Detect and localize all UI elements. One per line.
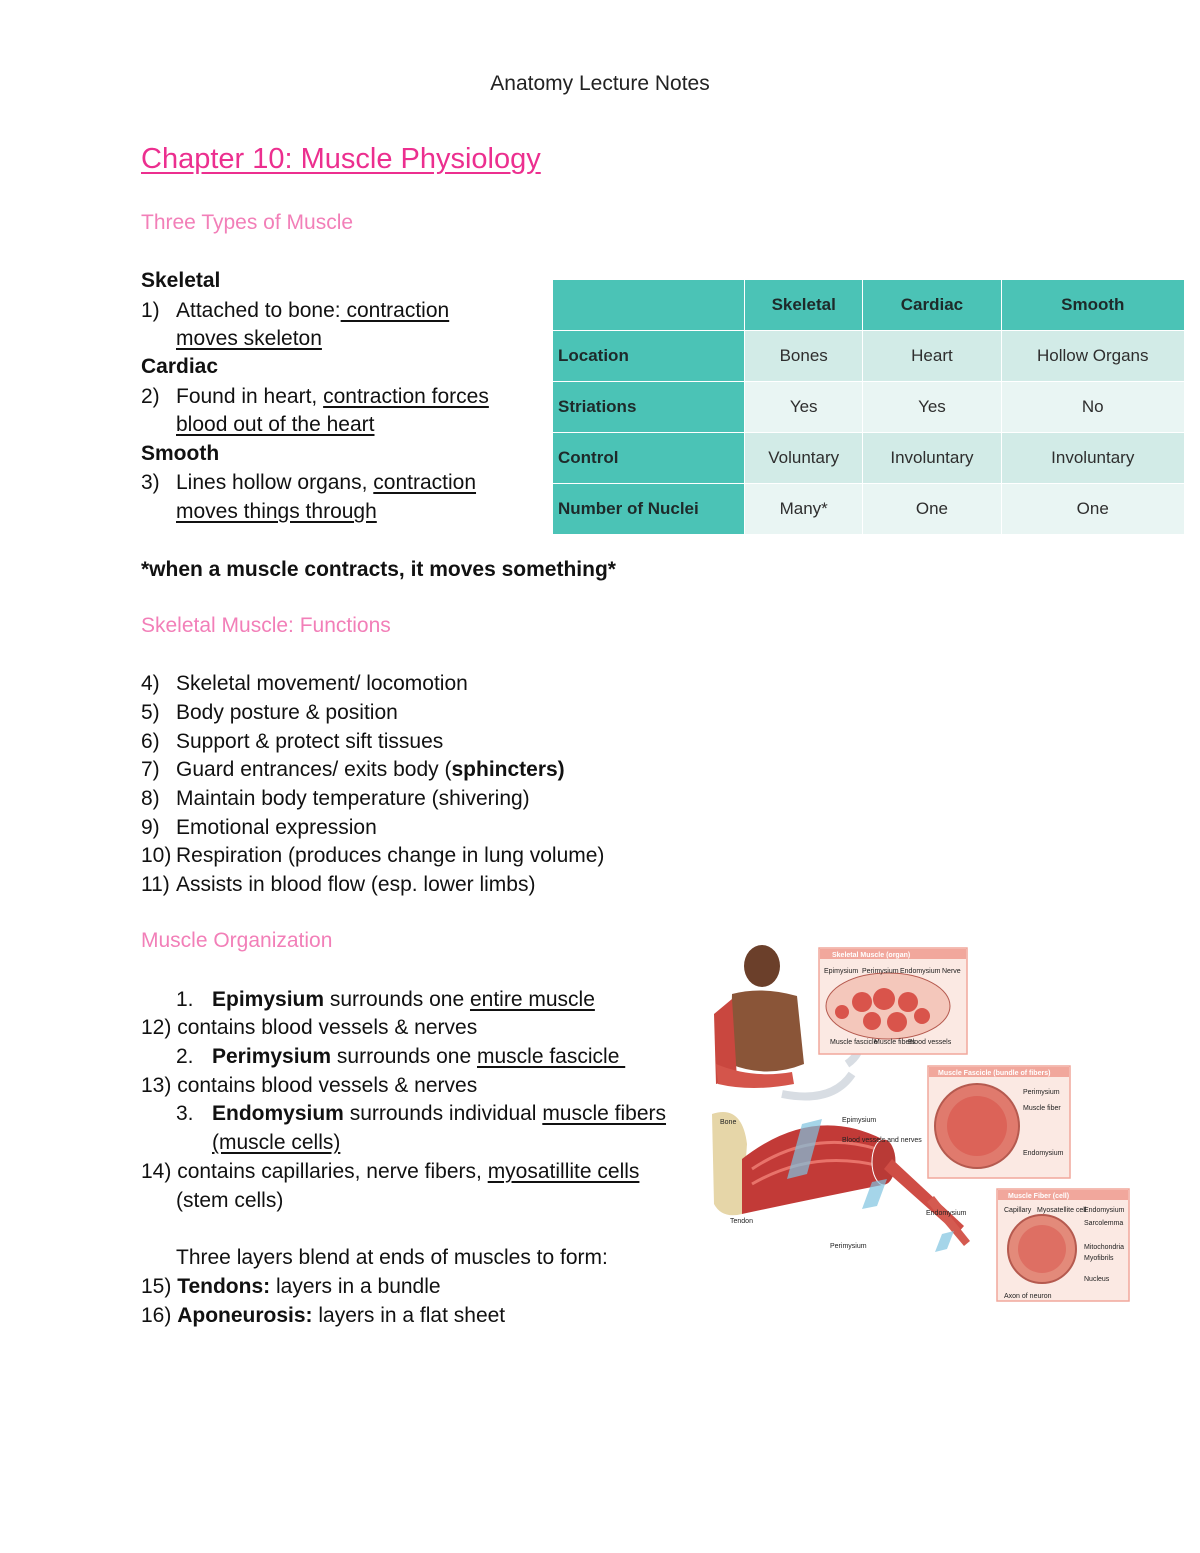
item-text: Respiration (produces change in lung volume) [176, 844, 605, 867]
panel-title: Muscle Fascicle (bundle of fibers) [938, 1070, 1051, 1077]
org-item-13 [141, 1071, 477, 1100]
smooth-label: Smooth [141, 442, 220, 465]
item-number: 6) [141, 730, 160, 753]
item-text: Maintain body temperature (shivering) [176, 787, 530, 810]
item-number: 15) [141, 1275, 172, 1298]
item-underline: moves skeleton [176, 327, 322, 350]
org-item-1 [176, 985, 595, 1014]
item-underline: contraction forces [323, 385, 489, 408]
item-underline: muscle fascicle [477, 1045, 626, 1068]
figure-label: Muscle fascicle [830, 1039, 878, 1046]
org-item-16 [141, 1301, 505, 1330]
figure-label: Perimysium [862, 968, 899, 975]
item-underline: moves things through [176, 500, 377, 523]
item-number: 2) [141, 385, 160, 408]
org-item-3 [176, 1099, 667, 1128]
contraction-note: *when a muscle contracts, it moves something* [141, 558, 616, 581]
muscle-comparison-table [552, 279, 1185, 535]
item-number: 11) [141, 873, 170, 896]
panel-title: Skeletal Muscle (organ) [832, 952, 911, 959]
item-number: 1. [176, 988, 194, 1011]
table-cell: Bones [745, 331, 863, 382]
org-item-3-cont: (muscle cells) [212, 1131, 341, 1154]
table-row [553, 433, 1185, 484]
table-header-cell: Skeletal [745, 280, 863, 331]
table-cell: Many* [745, 484, 863, 535]
item-number: 3) [141, 471, 160, 494]
table-cell: Heart [863, 331, 1001, 382]
table-header-cell [553, 280, 745, 331]
item-text: Lines hollow organs, [176, 471, 368, 494]
item-text: surrounds one [324, 988, 470, 1011]
table-row [553, 484, 1185, 535]
figure-label: Endomysium [1023, 1150, 1064, 1157]
item-bold: Aponeurosis: [177, 1304, 313, 1327]
item-number: 9) [141, 816, 160, 839]
figure-label: Myosatellite cell [1037, 1207, 1087, 1214]
bone-shape [712, 1112, 747, 1215]
section-plane [935, 1231, 954, 1252]
row-label: Striations [553, 382, 745, 433]
table-cell: Voluntary [745, 433, 863, 484]
figure-label: Endomysium [900, 968, 941, 975]
figure-label: Axon of neuron [1004, 1293, 1052, 1300]
figure-label: Mitochondria [1084, 1244, 1125, 1251]
item-text: Guard entrances/ exits body ( [176, 758, 452, 781]
item-underline: blood out of the heart [176, 413, 375, 436]
item-number: 13) [141, 1074, 172, 1097]
item-underline: myosatillite cells [487, 1160, 640, 1183]
figure-label: Blood vessels and nerves [842, 1137, 922, 1144]
figure-label: Blood vessels [908, 1039, 952, 1046]
figure-label: Nucleus [1084, 1276, 1110, 1283]
figure-label: Epimysium [824, 968, 859, 975]
figure-label: Perimysium [1023, 1089, 1060, 1096]
item-number: 5) [141, 701, 160, 724]
item-underline: contraction [373, 471, 477, 494]
figure-label: Bone [720, 1119, 737, 1126]
item-text: Emotional expression [176, 816, 377, 839]
chapter-title: Chapter 10: Muscle Physiology [141, 143, 541, 175]
org-item-14-cont: (stem cells) [176, 1189, 284, 1212]
figure-label: Tendon [730, 1218, 753, 1225]
table-cell: Yes [863, 382, 1001, 433]
muscle-organization-figure [712, 944, 1132, 1306]
table-row [553, 382, 1185, 433]
panel-title: Muscle Fiber (cell) [1008, 1193, 1070, 1200]
table-cell: No [1001, 382, 1185, 433]
item-text: Body posture & position [176, 701, 398, 724]
item-bold: Endomysium [212, 1102, 344, 1125]
types-heading: Three Types of Muscle [141, 211, 354, 234]
org-item-2 [176, 1042, 626, 1071]
item-number: 3. [176, 1102, 194, 1125]
page-header: Anatomy Lecture Notes [490, 72, 710, 95]
item-number: 4) [141, 672, 160, 695]
item-bold: sphincters) [451, 758, 565, 781]
table-row [553, 331, 1185, 382]
item-text: contains blood vessels & nerves [177, 1016, 478, 1039]
item-text: Skeletal movement/ locomotion [176, 672, 468, 695]
org-item-14 [141, 1157, 639, 1186]
row-label: Number of Nuclei [553, 484, 745, 535]
row-label: Control [553, 433, 745, 484]
item-underline: muscle fibers [542, 1102, 667, 1125]
table-cell: Involuntary [863, 433, 1001, 484]
figure-label: Endomysium [1084, 1207, 1125, 1214]
item-number: 12) [141, 1016, 172, 1039]
table-header-cell: Smooth [1001, 280, 1185, 331]
org-item-15 [141, 1272, 441, 1301]
item-text: Attached to bone: [176, 299, 341, 322]
row-label: Location [553, 331, 745, 382]
figure-label: Capillary [1004, 1207, 1032, 1214]
figure-label: Sarcolemma [1084, 1220, 1124, 1227]
person-illustration [714, 945, 804, 1088]
item-number: 14) [141, 1160, 172, 1183]
item-number: 2. [176, 1045, 194, 1068]
item-number: 10) [141, 844, 172, 867]
table-header-cell: Cardiac [863, 280, 1001, 331]
table-cell: Involuntary [1001, 433, 1185, 484]
cardiac-label: Cardiac [141, 355, 219, 378]
skeletal-label: Skeletal [141, 269, 221, 292]
panel-muscle-fiber [997, 1189, 1129, 1301]
figure-label: Muscle fiber [1023, 1105, 1061, 1112]
figure-label: Nerve [942, 968, 961, 975]
table-cell: Hollow Organs [1001, 331, 1185, 382]
table-header-row [553, 280, 1185, 331]
item-text: Support & protect sift tissues [176, 730, 444, 753]
item-text: Assists in blood flow (esp. lower limbs) [176, 873, 536, 896]
figure-label: Endomysium [926, 1210, 967, 1217]
item-text: layers in a flat sheet [312, 1304, 506, 1327]
figure-label: Myofibrils [1084, 1255, 1114, 1262]
item-bold: Tendons: [177, 1275, 271, 1298]
item-text: surrounds one [331, 1045, 477, 1068]
item-text: Found in heart, [176, 385, 318, 408]
blend-text: Three layers blend at ends of muscles to form: [176, 1246, 608, 1269]
item-number: 8) [141, 787, 160, 810]
panel-skeletal-muscle [819, 948, 967, 1054]
item-bold: Perimysium [212, 1045, 332, 1068]
item-underline: contraction [340, 299, 450, 322]
item-number: 7) [141, 758, 160, 781]
figure-label: Muscle fibers [874, 1039, 916, 1046]
item-text: layers in a bundle [270, 1275, 441, 1298]
item-text: contains blood vessels & nerves [177, 1074, 478, 1097]
functions-heading: Skeletal Muscle: Functions [141, 614, 391, 637]
organization-heading: Muscle Organization [141, 929, 333, 952]
table-cell: Yes [745, 382, 863, 433]
org-item-12 [141, 1013, 477, 1042]
table-cell: One [863, 484, 1001, 535]
item-text: contains capillaries, nerve fibers, [177, 1160, 488, 1183]
item-number: 16) [141, 1304, 172, 1327]
figure-label: Perimysium [830, 1243, 867, 1250]
item-text: surrounds individual [343, 1102, 543, 1125]
item-number: 1) [141, 299, 160, 322]
item-bold: Epimysium [212, 988, 325, 1011]
figure-label: Epimysium [842, 1117, 877, 1124]
table-cell: One [1001, 484, 1185, 535]
panel-muscle-fascicle [928, 1066, 1070, 1178]
item-underline: entire muscle [469, 988, 595, 1011]
